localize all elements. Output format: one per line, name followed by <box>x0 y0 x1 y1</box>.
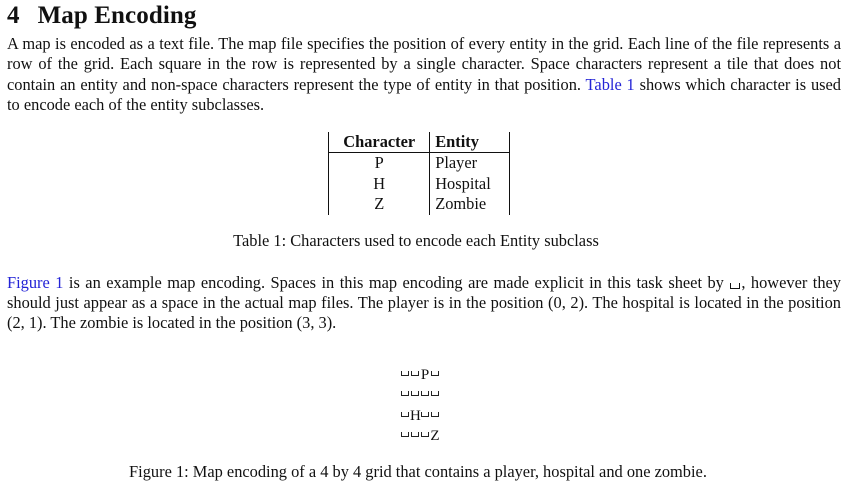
encoding-table-wrapper <box>7 132 841 215</box>
map-cell: Z <box>430 428 440 445</box>
example-text: is an example map encoding. Spaces in this map encoding are made explicit in this task sheet by <box>63 272 730 292</box>
table-caption: Table 1: Characters used to encode each Entity subclass <box>233 230 599 250</box>
header-character: Character <box>329 132 430 153</box>
table-header-row <box>329 132 510 153</box>
section-heading <box>7 0 841 31</box>
table-1-link[interactable]: Table 1 <box>585 74 635 94</box>
table-row <box>329 194 510 215</box>
figure-1-link[interactable]: Figure 1 <box>7 272 64 292</box>
table-cell-entity: Player <box>430 153 510 174</box>
table-cell-entity: Zombie <box>430 194 510 215</box>
page <box>7 0 841 482</box>
intro-text-end: shows which character is used to encode each of the entity subclasses. <box>7 74 841 115</box>
header-entity: Entity <box>430 132 510 153</box>
table-row <box>329 153 510 174</box>
intro-paragraph <box>7 34 841 116</box>
map-row <box>400 364 841 385</box>
map-row <box>400 425 841 446</box>
example-text-end: , however they should just appear as a space in the actual map files. The player is in the position (0, 2). The hospital is located in the position (2, 1). The zombie is located in the position (3, 3). <box>7 272 841 333</box>
table-row <box>329 174 510 195</box>
figure-caption: Figure 1: Map encoding of a 4 by 4 grid that contains a player, hospital and one zombie. <box>129 461 707 481</box>
map-row <box>400 384 841 405</box>
map-encoding-figure <box>400 364 841 446</box>
map-row <box>400 405 841 426</box>
section-number: 4 <box>7 2 20 29</box>
table-cell-character: H <box>329 174 430 195</box>
map-cell: H <box>410 407 421 424</box>
table-cell-character: P <box>329 153 430 174</box>
example-paragraph <box>7 273 841 334</box>
table-cell-entity: Hospital <box>430 174 510 195</box>
map-cell: P <box>420 366 430 383</box>
intro-text: A map is encoded as a text file. The map file specifies the position of every entity in the grid. Each line of the file represents a row of the grid. Each square in the row is represented by a single character. Space characters represent a tile that does not contain an entity and non-space characters represent the type of entity in that position. <box>7 34 841 94</box>
table-cell-character: Z <box>329 194 430 215</box>
encoding-table <box>328 132 510 215</box>
section-title: Map Encoding <box>37 2 197 29</box>
visible-space-icon <box>730 283 740 289</box>
